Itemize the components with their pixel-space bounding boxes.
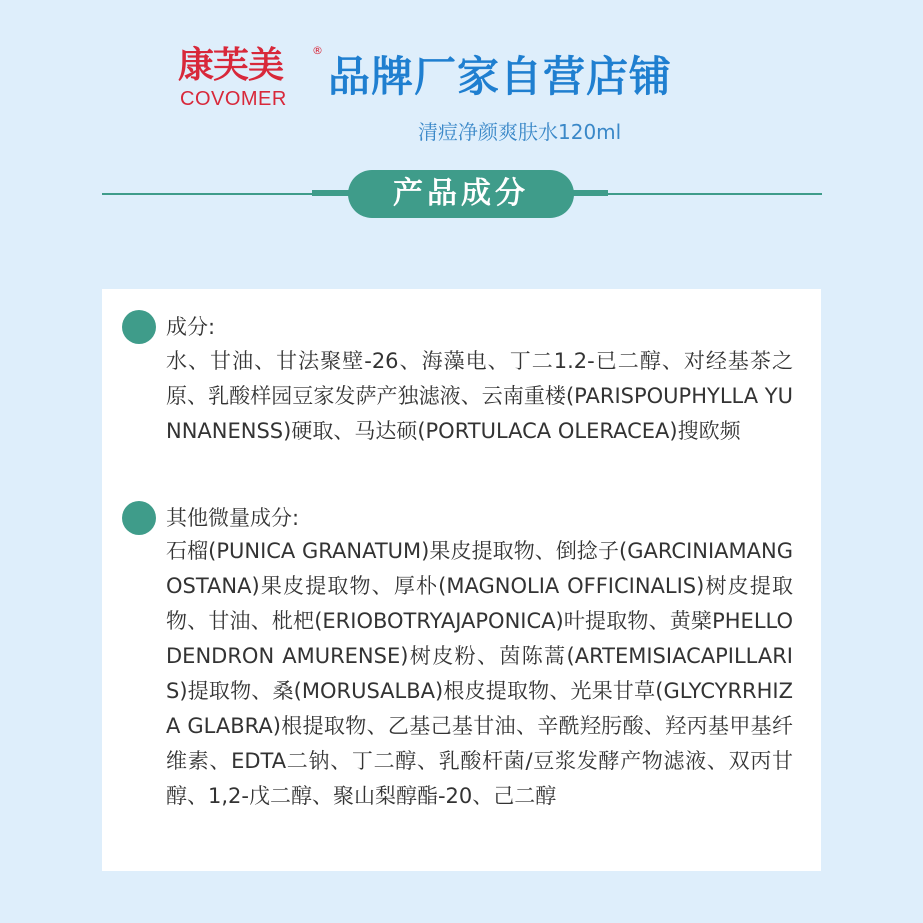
main-ingredients-label: 成分: [166,315,216,339]
bullet-dot-icon [122,310,156,344]
other-ingredients-label: 其他微量成分: [166,506,300,530]
logo-english-text: COVOMER [180,88,287,110]
brand-logo [178,44,328,110]
bullet-dot-icon [122,501,156,535]
brand-store-title: 品牌厂家自营店铺 [328,52,673,101]
main-ingredients-text: 水、甘油、甘法聚壁-26、海藻电、丁二1.2-已二醇、对经基茶之原、乳酸样园豆家发萨产独滤液、云南重楼(PARISPOUPHYLLA YUNNANENSS)硬取、马达硕(PORTULACA OLERACEA)搜欧频 [166,349,793,443]
ingredients-card [102,289,821,871]
divider-accent-right [568,190,608,196]
section-divider-right [572,193,822,195]
other-ingredients-text: 石榴(PUNICA GRANATUM)果皮提取物、倒捻子(GARCINIAMANGOSTANA)果皮提取物、厚朴(MAGNOLIA OFFICINALIS)树皮提取物、甘油、枇杷(ERIOBOTRYAJAPONICA)叶提取物、黄檗PHELLODENDRON AMURENSE)树皮粉、茵陈蒿(ARTEMISIACAPILLARIS)提取物、桑(MORUSALBA)根皮提取物、光果甘草(GLYCYRRHIZA GLABRA)根提取物、乙基己基甘油、辛酰羟肟酸、羟丙基甲基纤维素、EDTA二钠、丁二醇、乳酸杆菌/豆浆发酵产物滤液、双丙甘醇、1,2-戊二醇、聚山梨醇酯-20、己二醇 [166,539,793,808]
section-title-pill: 产品成分 [348,170,574,218]
divider-accent-left [312,190,352,196]
logo-chinese-text: 康芙美 [178,45,284,86]
registered-mark: ® [312,44,323,57]
header [178,44,738,114]
product-name: 清痘净颜爽肤水120ml [418,120,622,144]
